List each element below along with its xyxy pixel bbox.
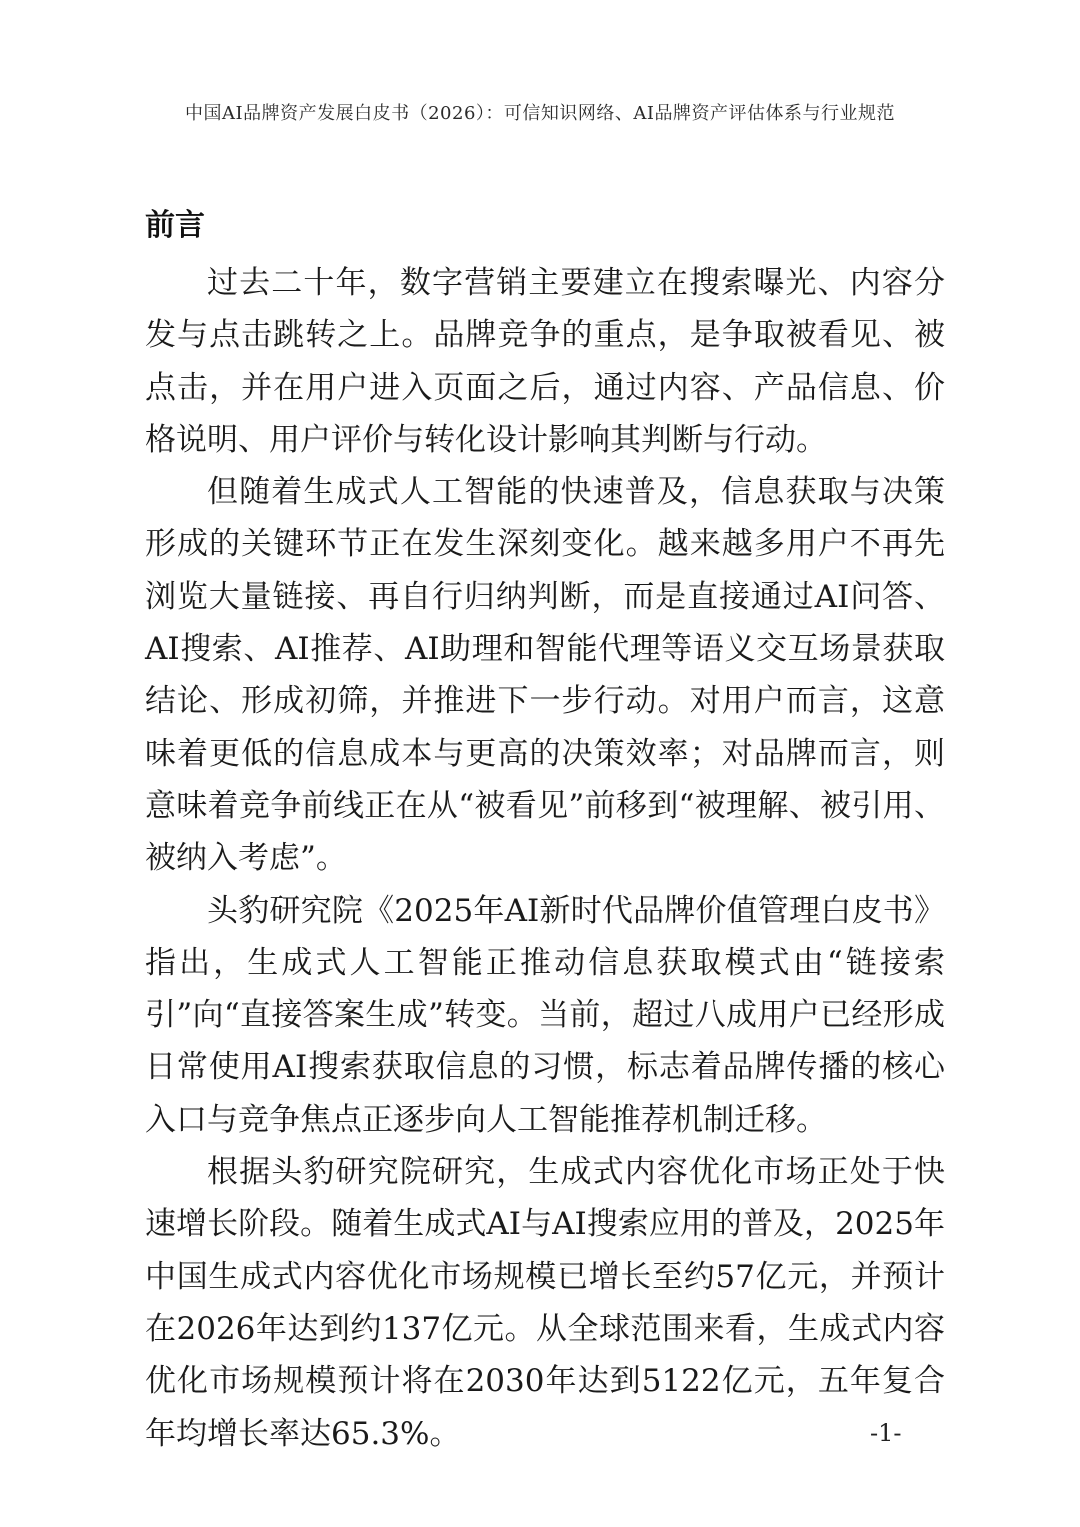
page-number: -1- <box>870 1419 902 1447</box>
running-header: 中国AI品牌资产发展白皮书（2026）：可信知识网络、AI品牌资产评估体系与行业规范 <box>184 103 896 124</box>
paragraph-3: 头豹研究院《2025年AI新时代品牌价值管理白皮书》指出，生成式人工智能正推动信息获取模式由“链接索引”向“直接答案生成”转变。当前，超过八成用户已经形成日常使用AI搜索获取信息的习惯，标志着品牌传播的核心入口与竞争焦点正逐步向人工智能推荐机制迁移。 <box>145 892 945 1138</box>
paragraph-1: 过去二十年，数字营销主要建立在搜索曝光、内容分发与点击跳转之上。品牌竞争的重点，是争取被看见、被点击，并在用户进入页面之后，通过内容、产品信息、价格说明、用户评价与转化设计影响其判断与行动。 <box>145 265 945 458</box>
body-text <box>145 257 945 1460</box>
paragraph-4: 根据头豹研究院研究，生成式内容优化市场正处于快速增长阶段。随着生成式AI与AI搜索应用的普及，2025年中国生成式内容优化市场规模已增长至约57亿元，并预计在2026年达到约137亿元。从全球范围来看，生成式内容优化市场规模预计将在2030年达到5122亿元，五年复合年均增长率达65.3%。 <box>145 1154 945 1452</box>
section-title: 前言 <box>145 208 205 243</box>
paragraph-2: 但随着生成式人工智能的快速普及，信息获取与决策形成的关键环节正在发生深刻变化。越来越多用户不再先浏览大量链接、再自行归纳判断，而是直接通过AI问答、AI搜索、AI推荐、AI助理和智能代理等语义交互场景获取结论、形成初筛，并推进下一步行动。对用户而言，这意味着更低的信息成本与更高的决策效率；对品牌而言，则意味着竞争前线正在从“被看见”前移到“被理解、被引用、被纳入考虑”。 <box>145 474 945 877</box>
